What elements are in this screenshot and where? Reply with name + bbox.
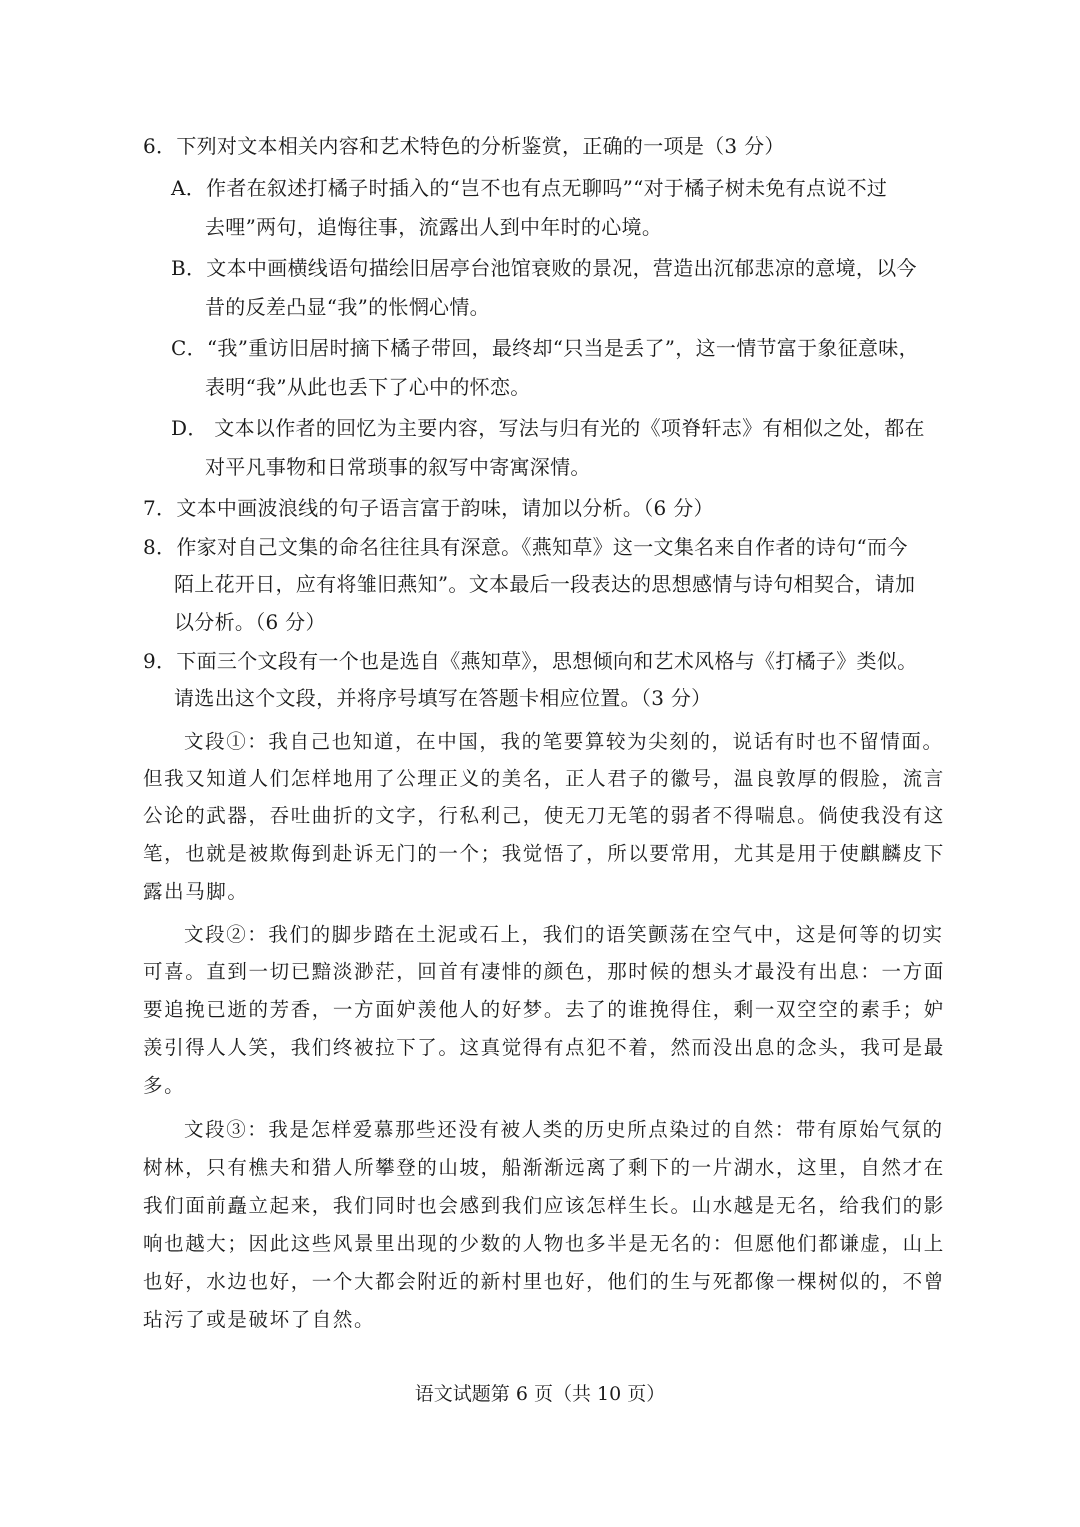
- passage-2-line: 文段②：我们的脚步踏在土泥或石上，我们的语笑颤荡在空气中，这是何等的切实: [184, 923, 944, 946]
- option-d-line-2: 对平凡事物和日常琐事的叙写中寄寓深情。: [205, 455, 591, 479]
- passage-2-line: 要追挽已逝的芳香，一方面妒羡他人的好梦。去了的谁挽得住，剩一双空空的素手；妒: [143, 998, 945, 1021]
- option-b-line-1: B．文本中画横线语句描绘旧居亭台池馆衰败的景况，营造出沉郁悲凉的意境，以今: [171, 256, 917, 280]
- passage-2-line: 可喜。直到一切已黯淡渺茫，回首有凄悱的颜色，那时候的想头才最没有出息：一方面: [143, 960, 945, 983]
- question-7: 7．文本中画波浪线的句子语言富于韵味，请加以分析。（6 分）: [143, 496, 714, 520]
- option-c-line-2: 表明“我”从此也丢下了心中的怀恋。: [205, 375, 531, 399]
- page-footer: 语文试题第 6 页（共 10 页）: [414, 1383, 666, 1405]
- passage-3-line: 树林，只有樵夫和猎人所攀登的山坡，船渐渐远离了剩下的一片湖水，这里，自然才在: [143, 1156, 945, 1179]
- passage-3-line: 也好，水边也好，一个大都会附近的新村里也好，他们的生与死都像一棵树似的，不曾: [143, 1270, 945, 1293]
- passage-3-line: 我们面前矗立起来，我们同时也会感到我们应该怎样生长。山水越是无名，给我们的影: [143, 1194, 945, 1217]
- passage-3-line: 文段③：我是怎样爱慕那些还没有被人类的历史所点染过的自然：带有原始气氛的: [184, 1118, 944, 1141]
- option-a-line-2: 去哩”两句，追悔往事，流露出人到中年时的心境。: [205, 215, 663, 239]
- passage-2-line: 羡引得人人笑，我们终被拉下了。这真觉得有点犯不着，然而没出息的念头，我可是最: [143, 1036, 945, 1059]
- question-8-line-1: 8．作家对自己文集的命名往往具有深意。《燕知草》这一文集名来自作者的诗句“而今: [143, 535, 908, 559]
- option-a-line-1: A．作者在叙述打橘子时插入的“岂不也有点无聊吗”“对于橘子树未免有点说不过: [171, 176, 888, 200]
- question-6-stem: 6．下列对文本相关内容和艺术特色的分析鉴赏，正确的一项是（3 分）: [143, 134, 785, 158]
- option-c-line-1: C．“我”重访旧居时摘下橘子带回，最终却“只当是丢了”，这一情节富于象征意味，: [171, 336, 919, 360]
- question-8-line-2: 陌上花开日，应有将雏旧燕知”。文本最后一段表达的思想感情与诗句相契合，请加: [174, 572, 916, 596]
- passage-1-line: 但我又知道人们怎样地用了公理正义的美名，正人君子的徽号，温良敦厚的假脸，流言: [143, 767, 945, 790]
- passage-1-line: 文段①：我自己也知道，在中国，我的笔要算较为尖刻的，说话有时也不留情面。: [184, 730, 944, 753]
- question-9-line-2: 请选出这个文段，并将序号填写在答题卡相应位置。（3 分）: [174, 686, 712, 710]
- passage-3-line: 玷污了或是破坏了自然。: [143, 1308, 376, 1331]
- option-d-line-1: D． 文本以作者的回忆为主要内容，写法与归有光的《项脊轩志》有相似之处，都在: [171, 416, 925, 440]
- passage-3-line: 响也越大；因此这些风景里出现的少数的人物也多半是无名的：但愿他们都谦虚，山上: [143, 1232, 945, 1255]
- question-9-line-1: 9．下面三个文段有一个也是选自《燕知草》，思想倾向和艺术风格与《打橘子》类似。: [143, 649, 918, 673]
- passage-1-line: 露出马脚。: [143, 880, 249, 903]
- passage-2-line: 多。: [143, 1074, 186, 1097]
- passage-1-line: 公论的武器，吞吐曲折的文字，行私利己，使无刀无笔的弱者不得喘息。倘使我没有这: [143, 804, 945, 827]
- question-8-line-3: 以分析。（6 分）: [174, 610, 326, 634]
- option-b-line-2: 昔的反差凸显“我”的怅惘心情。: [205, 295, 490, 319]
- passage-1-line: 笔，也就是被欺侮到赴诉无门的一个；我觉悟了，所以要常用，尤其是用于使麒麟皮下: [143, 842, 945, 865]
